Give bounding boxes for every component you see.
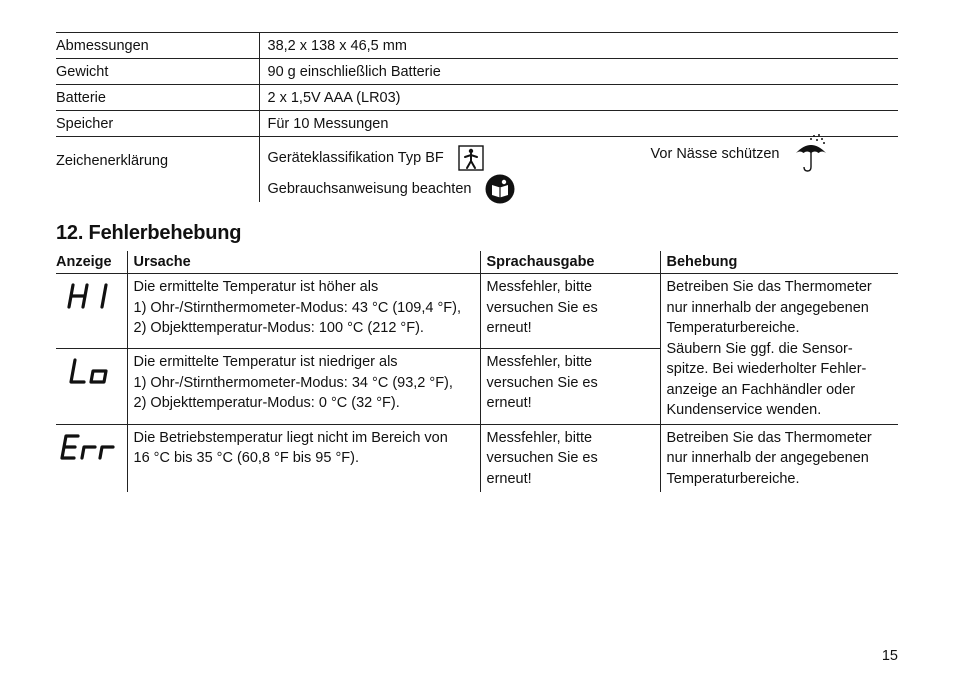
remedy-line: Temperaturbereiche. (666, 320, 800, 336)
table-row (56, 424, 898, 492)
cause-line: Die ermittelte Temperatur ist höher als (133, 279, 379, 295)
manual-book-icon (485, 174, 515, 204)
spec-row (56, 85, 898, 111)
spec-value: 90 g einschließlich Batterie (259, 59, 898, 85)
cause-line: Die Betriebstemperatur liegt nicht im Bereich von (133, 429, 448, 446)
col-header-voice: Sprachausgabe (480, 251, 660, 274)
legend-moisture (651, 145, 828, 171)
remedy-line: anzeige an Fachhändler oder (666, 381, 856, 398)
cause-cell (127, 424, 480, 492)
remedy-line: spitze. Bei wiederholter Fehler- (666, 361, 867, 377)
legend-manual-text: Gebrauchsanweisung beachten (267, 181, 472, 197)
cause-line: Die ermittelte Temperatur ist niedriger als (133, 354, 398, 371)
spec-value: 2 x 1,5V AAA (LR03) (259, 85, 898, 111)
section-title: 12. Fehlerbehebung (56, 222, 242, 244)
table-header-row (56, 251, 898, 274)
legend-label: Zeichenerklärung (56, 153, 169, 169)
spec-row (56, 111, 898, 137)
legend-bf (268, 145, 516, 171)
page-content (56, 32, 898, 492)
voice-line: versuchen Sie es (486, 374, 598, 391)
voice-line: versuchen Sie es (486, 450, 598, 466)
cause-line: 1) Ohr-/Stirnthermometer-Modus: 43 °C (109,4 °F), (133, 299, 461, 316)
voice-line: Messfehler, bitte (486, 429, 593, 446)
cause-line: 16 °C bis 35 °C (60,8 °F bis 95 °F). (133, 450, 359, 466)
spec-value: 38,2 x 138 x 46,5 mm (259, 33, 898, 59)
col-header-cause: Ursache (127, 251, 480, 274)
cause-cell (127, 349, 480, 424)
spec-label: Abmessungen (56, 38, 149, 54)
remedy-line: nur innerhalb der angegebenen (666, 299, 869, 316)
voice-cell (480, 274, 660, 349)
spec-row (56, 33, 898, 59)
remedy-line: Säubern Sie ggf. die Sensor- (666, 340, 853, 357)
spec-table (56, 32, 898, 202)
troubleshooting-table (56, 251, 898, 492)
voice-line: versuchen Sie es (486, 299, 598, 316)
cause-line: 2) Objekttemperatur-Modus: 100 °C (212 °F). (133, 320, 424, 336)
lcd-display-lo (56, 349, 127, 424)
cause-line: 1) Ohr-/Stirnthermometer-Modus: 34 °C (93,2 °F), (133, 374, 453, 391)
page-number: 15 (881, 648, 898, 664)
remedy-line: Kundenservice wenden. (666, 402, 822, 418)
remedy-cell (660, 424, 898, 492)
legend-row (56, 137, 898, 203)
spec-row (56, 59, 898, 85)
voice-line: erneut! (486, 320, 532, 336)
voice-cell (480, 424, 660, 492)
remedy-cell (660, 274, 898, 425)
remedy-line: Betreiben Sie das Thermometer (666, 429, 872, 446)
spec-label: Speicher (56, 116, 114, 132)
cause-line: 2) Objekttemperatur-Modus: 0 °C (32 °F). (133, 395, 400, 412)
remedy-line: Betreiben Sie das Thermometer (666, 279, 872, 295)
cause-cell (127, 274, 480, 349)
remedy-line: Temperaturbereiche. (666, 470, 800, 487)
bf-body-icon (458, 145, 484, 171)
legend-content (259, 137, 898, 203)
umbrella-rain-icon (794, 133, 828, 173)
voice-line: Messfehler, bitte (486, 354, 593, 371)
col-header-display: Anzeige (56, 251, 127, 274)
voice-line: erneut! (486, 395, 532, 412)
remedy-line: nur innerhalb der angegebenen (666, 450, 869, 466)
spec-label: Gewicht (56, 64, 109, 80)
legend-manual (268, 176, 516, 202)
voice-line: Messfehler, bitte (486, 279, 593, 295)
voice-cell (480, 349, 660, 424)
lcd-display-hi (56, 274, 127, 349)
voice-line: erneut! (486, 470, 532, 487)
lcd-display-err (56, 424, 127, 492)
legend-moisture-text: Vor Nässe schützen (650, 146, 780, 162)
legend-bf-text: Geräteklassifikation Typ BF (267, 150, 444, 166)
table-row (56, 274, 898, 349)
col-header-remedy: Behebung (660, 251, 898, 274)
spec-value: Für 10 Messungen (259, 111, 898, 137)
spec-label: Batterie (56, 90, 106, 106)
